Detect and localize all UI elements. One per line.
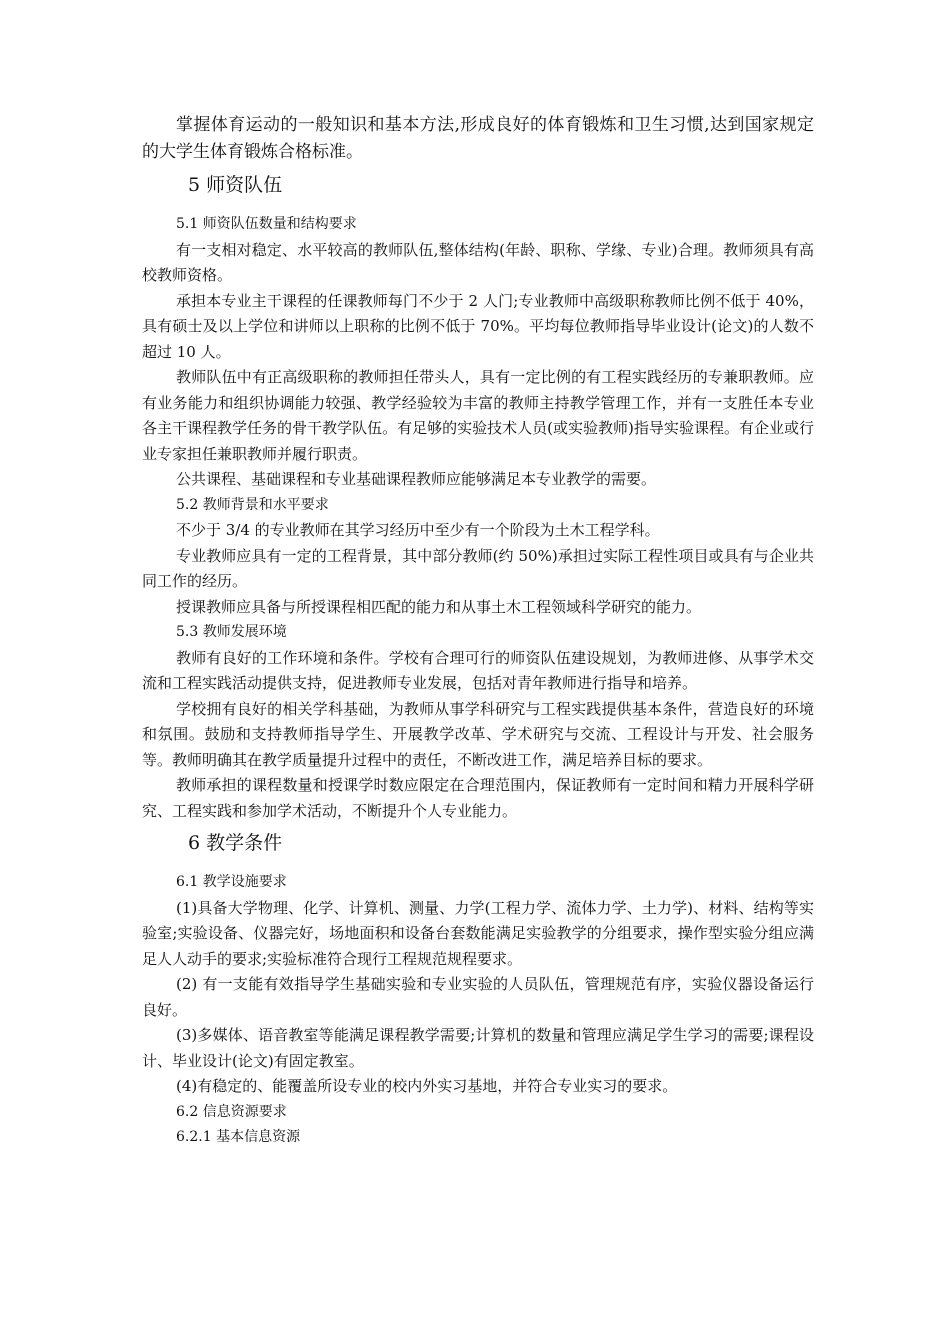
subsection-6-2-heading: 6.2 信息资源要求 xyxy=(176,1103,287,1120)
section-5-heading: 5 师资队伍 xyxy=(188,174,283,196)
subsection-5-3-heading: 5.3 教师发展环境 xyxy=(176,624,287,640)
paragraph: 专业教师应具有一定的工程背景，其中部分教师(约 50%)承担过实际工程性项目或具有与企业共同工作的经历。 xyxy=(142,546,814,590)
paragraph: 公共课程、基础课程和专业基础课程教师应能够满足本专业教学的需要。 xyxy=(176,470,657,488)
intro-paragraph: 掌握体育运动的一般知识和基本方法,形成良好的体育锻炼和卫生习惯,达到国家规定的大学生体育锻炼合格标准。 xyxy=(142,115,814,162)
paragraph: (1)具备大学物理、化学、计算机、测量、力学(工程力学、流体力学、土力学)、材料、结构等实验室;实验设备、仪器完好，场地面积和设备台套数能满足实验教学的分组要求，操作型实验分组应满足人人动手的要求;实验标准符合现行工程规范规程要求。 xyxy=(142,898,814,968)
subsection-5-2-heading: 5.2 教师背景和水平要求 xyxy=(176,496,329,513)
paragraph: 承担本专业主干课程的任课教师每门不少于 2 人门;专业教师中高级职称教师比例不低于 40%，具有硕士及以上学位和讲师以上职称的比例不低于 70%。平均每位教师指导毕业设计(论文)的人数不超过 10 人。 xyxy=(142,291,814,361)
document-page xyxy=(142,112,814,1151)
subsection-6-1-heading: 6.1 教学设施要求 xyxy=(176,874,287,890)
paragraph: 授课教师应具备与所授课程相匹配的能力和从事土木工程领域科学研究的能力。 xyxy=(176,597,702,616)
paragraph: (2) 有一支能有效指导学生基础实验和专业实验的人员队伍，管理规范有序，实验仪器设备运行良好。 xyxy=(142,975,814,1019)
subsection-5-1-heading: 5.1 师资队伍数量和结构要求 xyxy=(176,216,357,232)
section-6-heading: 6 教学条件 xyxy=(188,832,283,854)
paragraph: 有一支相对稳定、水平较高的教师队伍,整体结构(年龄、职称、学缘、专业)合理。教师须具有高校教师资格。 xyxy=(142,240,814,284)
paragraph: 教师队伍中有正高级职称的教师担任带头人，具有一定比例的有工程实践经历的专兼职教师。应有业务能力和组织协调能力较强、教学经验较为丰富的教师主持教学管理工作，并有一支胜任本专业各主干课程教学任务的骨干教学队伍。有足够的实验技术人员(或实验教师)指导实验课程。有企业或行业专家担任兼职教师并履行职责。 xyxy=(142,368,814,463)
paragraph: 不少于 3/4 的专业教师在其学习经历中至少有一个阶段为土木工程学科。 xyxy=(176,521,660,539)
paragraph: 学校拥有良好的相关学科基础，为教师从事学科研究与工程实践提供基本条件，营造良好的环境和氛围。鼓励和支持教师指导学生、开展教学改革、学术研究与交流、工程设计与开发、社会服务等。教师明确其在教学质量提升过程中的责任，不断改进工作，满足培养目标的要求。 xyxy=(142,699,814,769)
paragraph: 教师承担的课程数量和授课学时数应限定在合理范围内，保证教师有一定时间和精力开展科学研究、工程实践和参加学术活动，不断提升个人专业能力。 xyxy=(142,776,814,820)
paragraph: (3)多媒体、语音教室等能满足课程教学需要;计算机的数量和管理应满足学生学习的需要;课程设计、毕业设计(论文)有固定教室。 xyxy=(142,1026,814,1070)
paragraph: (4)有稳定的、能覆盖所设专业的校内外实习基地，并符合专业实习的要求。 xyxy=(176,1077,678,1095)
subsection-6-2-1-heading: 6.2.1 基本信息资源 xyxy=(176,1129,301,1145)
paragraph: 教师有良好的工作环境和条件。学校有合理可行的师资队伍建设规划，为教师进修、从事学术交流和工程实践活动提供支持，促进教师专业发展，包括对青年教师进行指导和培养。 xyxy=(142,648,814,692)
